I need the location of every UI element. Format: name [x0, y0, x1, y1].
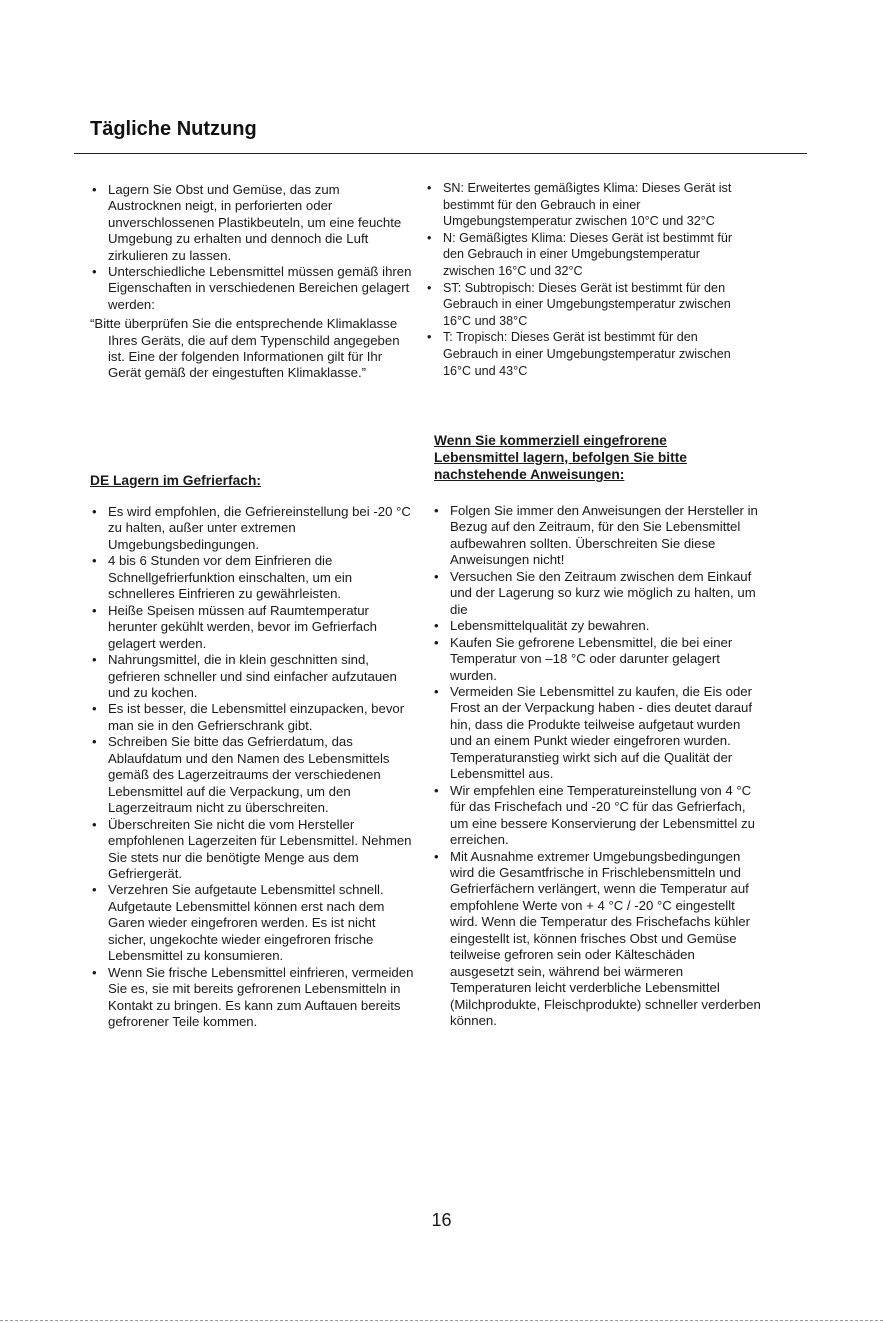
page-bottom-divider: [0, 1320, 883, 1321]
list-item: • Schreiben Sie bitte das Gefrierdatum, das Ablaufdatum und den Namen des Lebensmittels gemäß des Lagerzeitraums der verschiedenen Lebensmittel auf die Verpackung, um den Lagerzeitraum nicht zu überschreiten.: [90, 734, 416, 816]
commercial-list: [432, 503, 762, 1030]
list-item: • Nahrungsmittel, die in klein geschnitten sind, gefrieren schneller und sind einfacher aufzutauen und zu kochen.: [90, 652, 416, 701]
list-item: • Mit Ausnahme extremer Umgebungsbedingungen wird die Gesamtfrische in Frischlebensmitteln und Gefrierfächern verlängert, wenn die Temperatur auf empfohlene Werte von + 4 °C / -20 °C eingestellt wird. Wenn die Temperatur des Frischefachs kühler eingestellt ist, können frisches Obst und Gemüse teilweise gefroren sein oder Kälteschäden ausgesetzt sein, während bei wärmeren Temperaturen leicht verderbliche Lebensmittel (Milchprodukte, Fleischprodukte) schneller verderben können.: [432, 849, 762, 1030]
list-item: • Wenn Sie frische Lebensmittel einfrieren, vermeiden Sie es, sie mit bereits gefrorenen Lebensmitteln in Kontakt zu bringen. Es kann zum Auftauen bereits gefrorener Teile kommen.: [90, 965, 416, 1031]
list-item: • Lebensmittelqualität zy bewahren.: [432, 618, 762, 634]
list-item: • Es wird empfohlen, die Gefriereinstellung bei -20 °C zu halten, außer unter extremen Umgebungsbedingungen.: [90, 504, 416, 553]
list-item: • Verzehren Sie aufgetaute Lebensmittel schnell. Aufgetaute Lebensmittel können erst nach dem Garen wieder eingefroren werden. Es ist nicht sicher, ungekochte wieder eingefroren frische Lebensmittel zu konsumieren.: [90, 882, 416, 964]
list-item: • ST: Subtropisch: Dieses Gerät ist bestimmt für den Gebrauch in einer Umgebungstemperatur zwischen 16°C und 38°C: [425, 280, 755, 330]
climate-class-note: “Bitte überprüfen Sie die entsprechende Klimaklasse Ihres Geräts, die auf dem Typenschild angegeben ist. Eine der folgenden Informationen gilt für Ihr Gerät gemäß der eingestuften Klimaklasse.”: [90, 316, 400, 381]
list-item: • Lagern Sie Obst und Gemüse, das zum Austrocknen neigt, in perforierten oder unverschlossenen Plastikbeuteln, um eine feuchte Umgebung zu erhalten und dennoch die Luft zirkulieren zu lassen.: [90, 182, 415, 264]
freezer-list: [90, 504, 416, 1031]
intro-list: [90, 182, 415, 313]
climate-class-list: [425, 180, 755, 379]
list-item: • Unterschiedliche Lebensmittel müssen gemäß ihren Eigenschaften in verschiedenen Bereichen gelagert werden:: [90, 264, 415, 313]
page-number: 16: [431, 1210, 452, 1230]
list-item: • SN: Erweitertes gemäßigtes Klima: Dieses Gerät ist bestimmt für den Gebrauch in einer Umgebungstemperatur zwischen 10°C und 32°C: [425, 180, 755, 230]
list-item: • 4 bis 6 Stunden vor dem Einfrieren die Schnellgefrierfunktion einschalten, um ein schnelleres Einfrieren zu gewährleisten.: [90, 553, 416, 602]
list-item: • T: Tropisch: Dieses Gerät ist bestimmt für den Gebrauch in einer Umgebungstemperatur zwischen 16°C und 43°C: [425, 329, 755, 379]
list-item: • Überschreiten Sie nicht die vom Hersteller empfohlenen Lagerzeiten für Lebensmittel. Nehmen Sie stets nur die benötigte Menge aus dem Gefriergerät.: [90, 817, 416, 883]
list-item: • Versuchen Sie den Zeitraum zwischen dem Einkauf und der Lagerung so kurz wie möglich zu halten, um die: [432, 569, 762, 618]
commercial-heading: Wenn Sie kommerziell eingefrorene Lebensmittel lagern, befolgen Sie bitte nachstehende Anweisungen:: [434, 433, 687, 482]
list-item: • Kaufen Sie gefrorene Lebensmittel, die bei einer Temperatur von –18 °C oder darunter gelagert wurden.: [432, 635, 762, 684]
page-title: Tägliche Nutzung: [90, 118, 257, 140]
list-item: • Es ist besser, die Lebensmittel einzupacken, bevor man sie in den Gefrierschrank gibt.: [90, 701, 416, 734]
list-item: • Wir empfehlen eine Temperatureinstellung von 4 °C für das Frischefach und -20 °C für das Gefrierfach, um eine bessere Konservierung der Lebensmittel zu erreichen.: [432, 783, 762, 849]
title-divider: [74, 153, 807, 154]
list-item: • N: Gemäßigtes Klima: Dieses Gerät ist bestimmt für den Gebrauch in einer Umgebungstemperatur zwischen 16°C und 32°C: [425, 230, 755, 280]
freezer-heading: DE Lagern im Gefrierfach:: [90, 473, 261, 488]
list-item: • Heiße Speisen müssen auf Raumtemperatur herunter gekühlt werden, bevor im Gefrierfach gelagert werden.: [90, 603, 416, 652]
list-item: • Folgen Sie immer den Anweisungen der Hersteller in Bezug auf den Zeitraum, für den Sie Lebensmittel aufbewahren sollten. Überschreiten Sie diese Anweisungen nicht!: [432, 503, 762, 569]
intro-section: [90, 182, 415, 382]
list-item: • Vermeiden Sie Lebensmittel zu kaufen, die Eis oder Frost an der Verpackung haben - dies deutet darauf hin, dass die Produkte teilweise aufgetaut wurden und an einem Punkt wieder eingefroren wurden. Temperaturanstieg wirkt sich auf die Qualität der Lebensmittel aus.: [432, 684, 762, 783]
